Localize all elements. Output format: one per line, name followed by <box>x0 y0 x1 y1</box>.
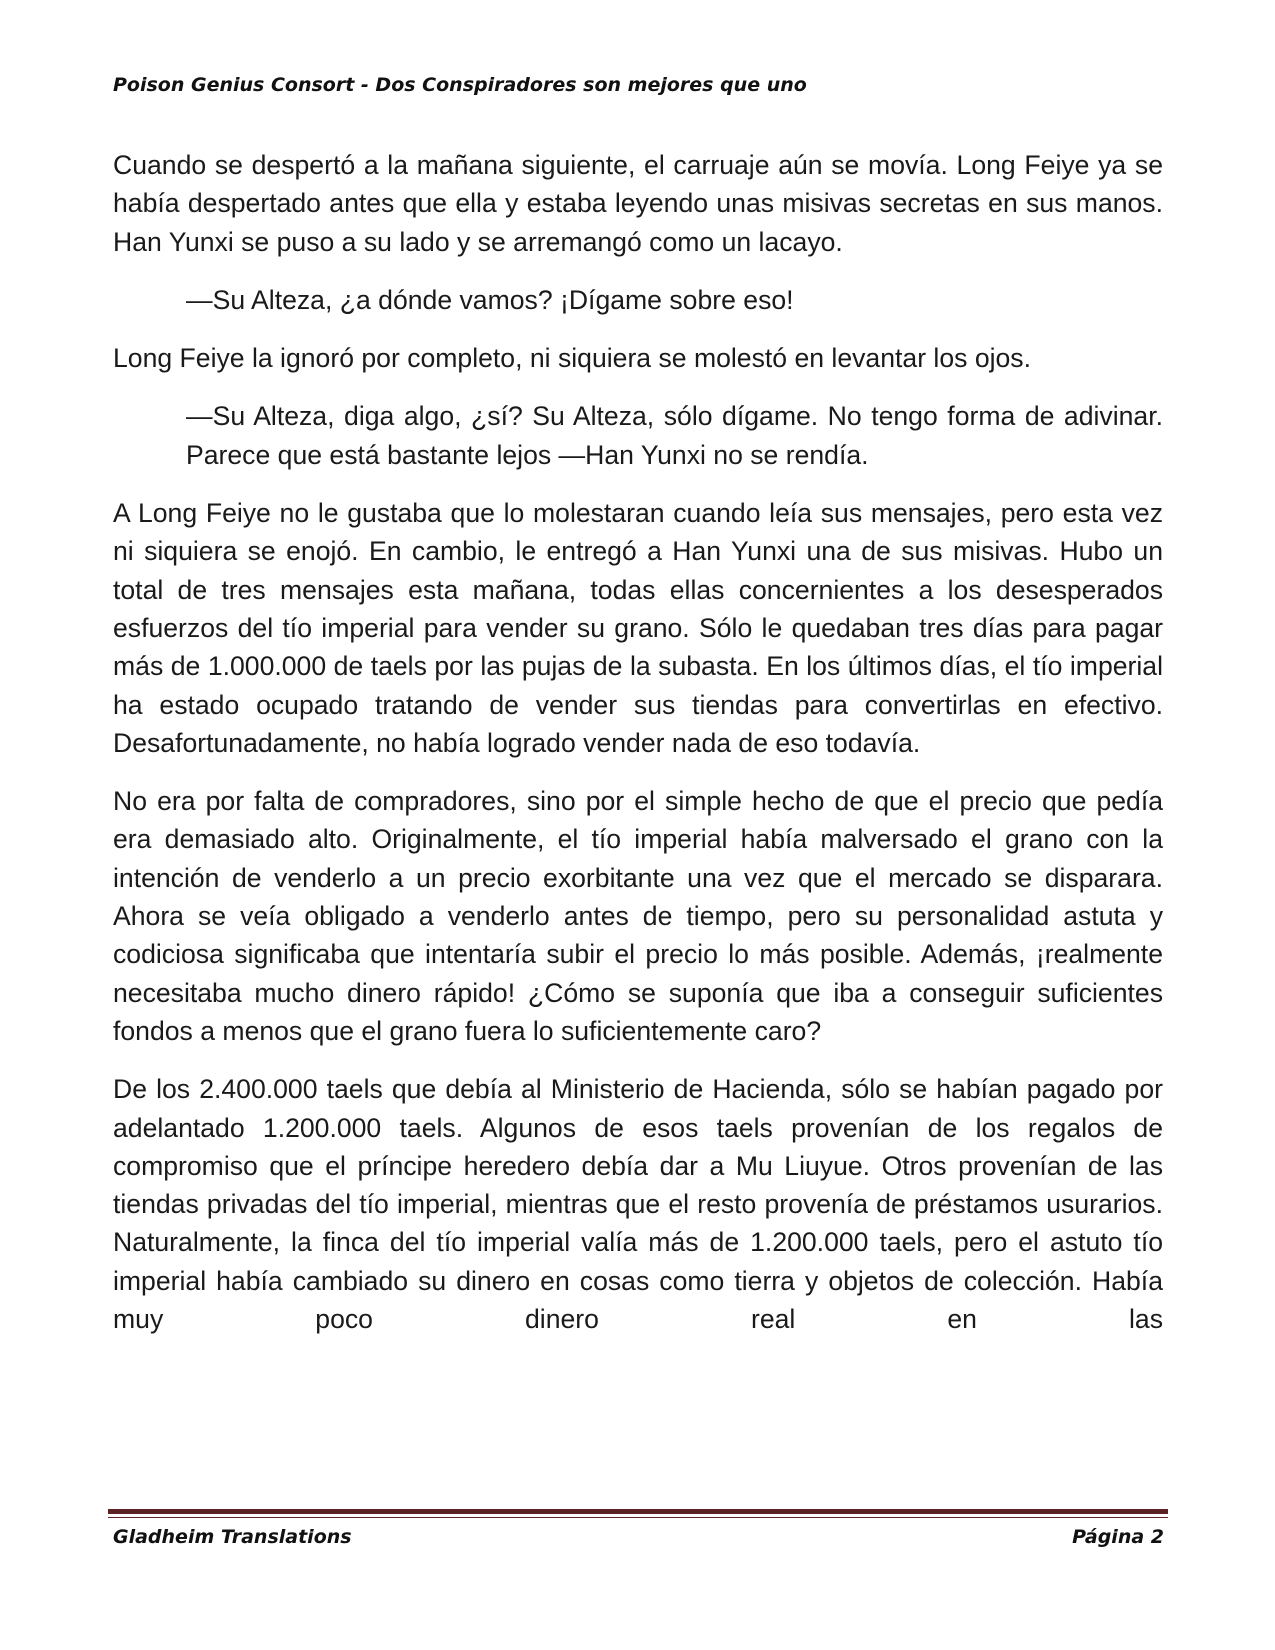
body-text <box>113 146 1163 1358</box>
paragraph: Long Feiye la ignoró por completo, ni siquiera se molestó en levantar los ojos. <box>113 343 1031 374</box>
footer-rule-thin <box>108 1517 1168 1518</box>
footer-publisher: Gladheim Translations <box>113 1526 352 1548</box>
paragraph: No era por falta de compradores, sino por el simple hecho de que el precio que pedía era demasiado alto. Originalmente, el tío imperial había malversado el grano con la intención de venderlo a un precio exorbitante una vez que el mercado se disparara. Ahora se veía obligado a venderlo antes de tiempo, pero su personalidad astuta y codiciosa significaba que intentaría subir el precio lo más posible. Además, ¡realmente necesitaba mucho dinero rápido! ¿Cómo se suponía que iba a conseguir suficientes fondos a menos que el grano fuera lo suficientemente caro? <box>113 786 1163 1046</box>
paragraph: De los 2.400.000 taels que debía al Ministerio de Hacienda, sólo se habían pagado por adelantado 1.200.000 taels. Algunos de esos taels provenían de los regalos de compromiso que el príncipe heredero debía dar a Mu Liuyue. Otros provenían de las tiendas privadas del tío imperial, mientras que el resto provenía de préstamos usurarios. Naturalmente, la finca del tío imperial valía más de 1.200.000 taels, pero el astuto tío imperial había cambiado su dinero en cosas como tierra y objetos de colección. Había muy poco dinero real en las <box>113 1074 1163 1335</box>
footer-page-number: Página 2 <box>1072 1526 1164 1548</box>
paragraph: Cuando se despertó a la mañana siguiente, el carruaje aún se movía. Long Feiye ya se había despertado antes que ella y estaba leyendo unas misivas secretas en sus manos. Han Yunxi se puso a su lado y se arremangó como un lacayo. <box>113 150 1163 257</box>
dialogue-paragraph: —Su Alteza, ¿a dónde vamos? ¡Dígame sobre eso! <box>186 284 794 315</box>
dialogue-paragraph: —Su Alteza, diga algo, ¿sí? Su Alteza, sólo dígame. No tengo forma de adivinar. Parece que está bastante lejos —Han Yunxi no se rendía. <box>186 401 1163 470</box>
footer-rule <box>108 1509 1168 1514</box>
running-header: Poison Genius Consort - Dos Conspiradores son mejores que uno <box>113 74 807 96</box>
paragraph: A Long Feiye no le gustaba que lo molestaran cuando leía sus mensajes, pero esta vez ni siquiera se enojó. En cambio, le entregó a Han Yunxi una de sus misivas. Hubo un total de tres mensajes esta mañana, todas ellas concernientes a los desesperados esfuerzos del tío imperial para vender su grano. Sólo le quedaban tres días para pagar más de 1.000.000 de taels por las pujas de la subasta. En los últimos días, el tío imperial ha estado ocupado tratando de vender sus tiendas para convertirlas en efectivo. Desafortunadamente, no había logrado vender nada de eso todavía. <box>113 498 1163 758</box>
